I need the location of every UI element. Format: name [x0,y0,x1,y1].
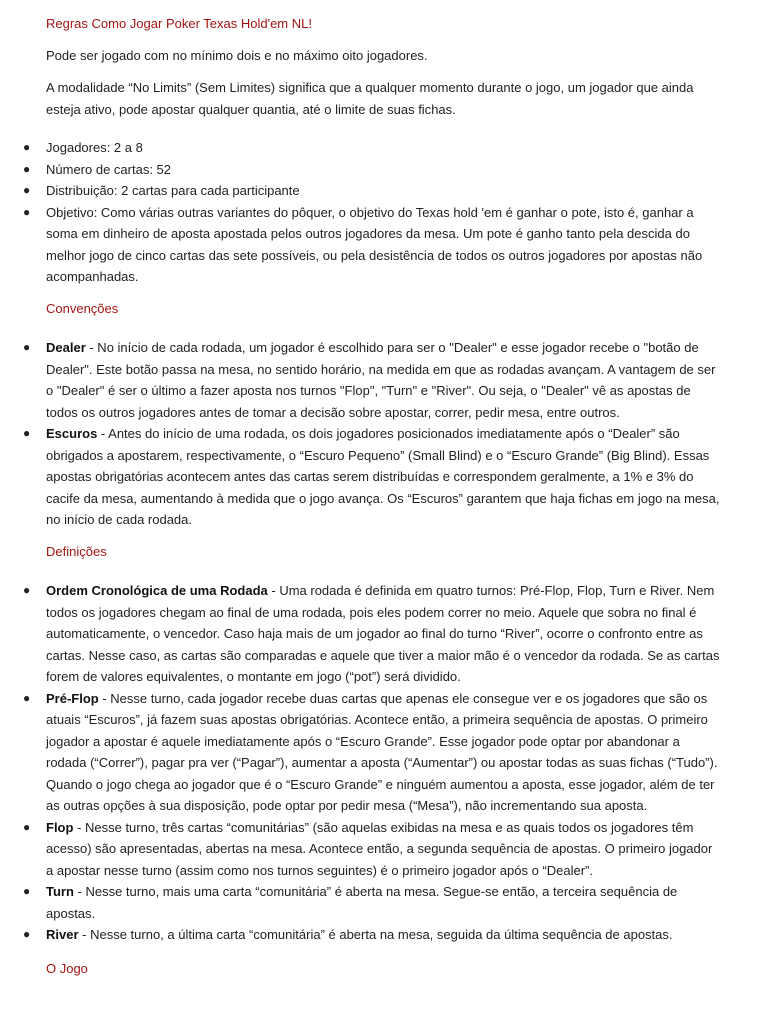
list-item [0,881,720,924]
section-heading-conventions: Convenções [46,301,119,316]
bullet-icon: ● [23,161,31,176]
term-flop: Flop [46,819,74,835]
section-heading-game: O Jogo [46,961,88,976]
list-item-text: Distribuição: 2 cartas para cada participante [46,183,300,198]
definition-pre-flop: - Nesse turno, cada jogador recebe duas cartas que apenas ele consegue ver e os jogadores que são os atuais “Escuros”, já fazem suas apostas obrigatórias. Acontece então, a primeira sequência de apostas. O primeiro jogador a apostar é aquele imediatamente após o “Escuro Grande”. Esse jogador pode optar por abandonar a rodada (“Correr”), pagar pra ver (“Pagar”), aumentar a aposta (“Aumentar”) ou apostar todas as suas fichas (“Tudo”). Quando o jogo chega ao jogador que é o “Escuro Grande” e ninguém aumentou a aposta, esse jogador, além de ter as outras opções à sua disposição, pode optar por pedir mesa (“Mesa”), não incrementando sua aposta. [46,690,718,813]
definition-river: - Nesse turno, a última carta “comunitária” é aberta na mesa, seguida da última sequência de apostas. [78,927,673,942]
bullet-icon: ● [23,426,31,440]
definition-escuros: - Antes do início de uma rodada, os dois jogadores posicionados imediatamente após o “Dealer” são obrigados a apostarem, respectivamente, o “Escuro Pequeno” (Small Blind) e o “Escuro Grande” (Big Blind). Essas apostas obrigatórias acontecem antes das cartas serem distribuídas e correspondem geralmente, a 1% e 3% do cacife da mesa, aumentando à medida que o jogo avança. Os “Escuros” garantem que haja fichas em jogo na mesa, no início de cada rodada. [46,426,720,527]
intro-paragraph-1: Pode ser jogado com no mínimo dois e no máximo oito jogadores. [46,48,428,63]
bullet-icon: ● [23,140,31,154]
list-item [0,202,720,288]
bullet-icon: ● [23,690,31,705]
list-item [0,580,720,688]
intro-paragraph-2: A modalidade “No Limits” (Sem Limites) significa que a qualquer momento durante o jogo, um jogador que ainda esteja ativo, pode apostar qualquer quantia, até o limite de suas fichas. [46,80,694,117]
section-heading-definitions: Definições [46,544,107,559]
definition-flop: - Nesse turno, três cartas “comunitárias” (são aquelas exibidas na mesa e as quais todos os jogadores têm acesso) são apresentadas, abertas na mesa. Acontece então, a segunda sequência de apostas. O primeiro jogador a apostar nesse turno (assim como nos turnos seguintes) é o primeiro jogador após o “Dealer”. [46,819,713,878]
definition-turn: - Nesse turno, mais uma carta “comunitária” é aberta na mesa. Segue-se então, a terceira sequência de apostas. [46,884,678,921]
bullet-icon: ● [23,819,31,834]
bullet-icon: ● [23,183,31,197]
basics-list [0,137,768,288]
term-turn: Turn [46,884,74,899]
list-item [0,159,720,181]
list-item [0,688,720,817]
conventions-list [0,337,768,531]
document-title: Regras Como Jogar Poker Texas Hold'em NL! [46,16,312,31]
bullet-icon: ● [23,927,31,941]
bullet-icon: ● [23,204,31,219]
bullet-icon: ● [23,340,31,354]
list-item [0,337,720,423]
term-dealer: Dealer [46,340,86,355]
term-ordem-cronologica: Ordem Cronológica de uma Rodada [46,583,268,598]
list-item-text: Número de cartas: 52 [46,161,172,177]
bullet-icon: ● [23,884,31,898]
term-river: River [46,927,79,942]
definition-dealer: - No início de cada rodada, um jogador é escolhido para ser o "Dealer" e esse jogador recebe o "botão de Dealer". Este botão passa na mesa, no sentido horário, na medida em que as rodadas avançam. A vantagem de ser o "Dealer" é ser o último a fazer aposta nos turnos "Flop", "Turn" e "River". Ou seja, o "Dealer" vê as apostas de todos os outros jogadores antes de tomar a decisão sobre apostar, correr, pedir mesa, entre outros. [46,340,716,420]
list-item [0,423,720,531]
definitions-list [0,580,768,946]
term-pre-flop: Pré-Flop [46,690,99,706]
term-escuros: Escuros [46,426,98,441]
list-item [0,180,720,202]
list-item-text: Objetivo: Como várias outras variantes do pôquer, o objetivo do Texas hold 'em é ganhar o pote, isto é, ganhar a soma em dinheiro de aposta apostada pelos outros jogadores da mesa. Um pote é ganho tanto pela descida do melhor jogo de cinco cartas das sete possíveis, ou pela desistência de todos os outros jogadores por apostas não acompanhadas. [46,204,703,284]
definition-ordem-cronologica: - Uma rodada é definida em quatro turnos: Pré-Flop, Flop, Turn e River. Nem todos os jogadores chegam ao final de uma rodada, pois eles podem correr no meio. Aquele que sobra no final é automaticamente, o vencedor. Caso haja mais de um jogador ao final do turno “River”, ocorre o confronto entre as cartas. Nesse caso, as cartas são comparadas e aquele que tiver a maior mão é o vencedor da rodada. Se as cartas forem de valores equivalentes, o montante em jogo (“pot”) será dividido. [46,583,720,684]
bullet-icon: ● [23,583,31,597]
list-item [0,817,720,882]
list-item-text: Jogadores: 2 a 8 [46,140,143,155]
list-item [0,137,720,159]
list-item [0,924,720,946]
